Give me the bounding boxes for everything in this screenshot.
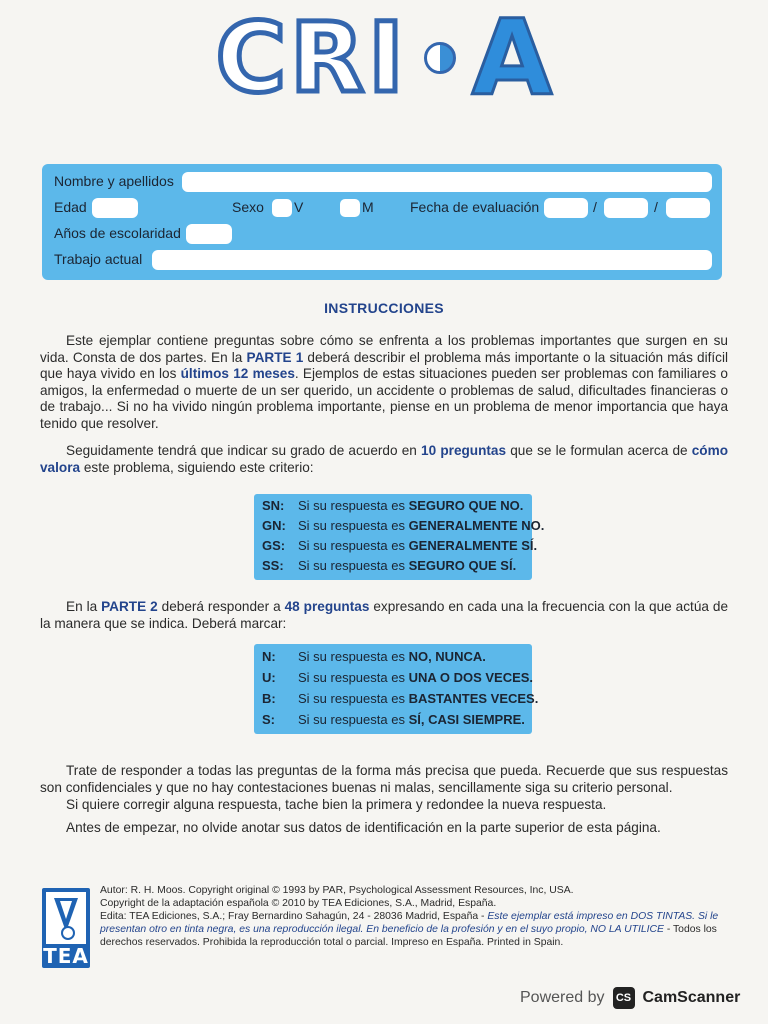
- p3-48questions: 48 preguntas: [284, 599, 370, 614]
- p3-text-a: En la: [66, 599, 102, 614]
- age-field[interactable]: [92, 198, 138, 218]
- name-row: [42, 170, 722, 194]
- criteria-prefix: Si su respuesta es: [298, 558, 409, 573]
- p1-part1: PARTE 1: [246, 349, 304, 365]
- p3-text-e: expresando en cada una la frecuencia con la que actúa de la manera que se indica. Deberá marcar:: [40, 599, 729, 631]
- criteria-answer: UNA O DOS VECES.: [408, 670, 534, 685]
- date-separator: /: [593, 199, 597, 215]
- sex-v-label: V: [294, 199, 304, 215]
- p2-como-valora: cómo valora: [40, 443, 729, 475]
- criteria-prefix: Si su respuesta es: [298, 498, 409, 513]
- job-field[interactable]: [152, 250, 712, 270]
- p3-text-c: deberá responder a: [157, 599, 285, 614]
- credits-rights: - Todos los derechos reservados. Prohibida la reproducción total o parcial. Impreso en España. Printed in Spain.: [100, 924, 717, 948]
- criteria-code: SN:: [262, 498, 285, 513]
- criteria-answer: GENERALMENTE SÍ.: [408, 538, 538, 553]
- criteria-text: [298, 498, 523, 513]
- criteria-text: [298, 649, 486, 664]
- criteria-prefix: Si su respuesta es: [298, 538, 409, 553]
- criteria-code: GS:: [262, 538, 286, 553]
- criteria-text: [298, 691, 538, 706]
- sex-label: Sexo: [232, 199, 264, 215]
- title-cri: CRI: [215, 2, 408, 114]
- criteria-answer: BASTANTES VECES.: [408, 691, 539, 706]
- p1-text-c: deberá describir el problema más importante o la situación más difícil que haya vivido en los: [40, 349, 729, 382]
- criteria-answer: SEGURO QUE NO.: [408, 498, 524, 513]
- p2-text-c: que se le formulan acerca de: [506, 443, 692, 458]
- tea-logo-text: TEA: [43, 944, 89, 968]
- criteria-part2-box: [254, 644, 539, 734]
- title-a: A: [471, 0, 553, 119]
- criteria-text: [298, 538, 537, 553]
- criteria-part1-box: [254, 494, 545, 580]
- criteria-answer: GENERALMENTE NO.: [408, 518, 545, 533]
- powered-by-text: Powered by: [520, 989, 605, 1006]
- criteria-code: SS:: [262, 558, 284, 573]
- tea-triangle-inner: [60, 901, 72, 919]
- criteria-answer: SEGURO QUE SÍ.: [408, 558, 517, 573]
- eval-month-field[interactable]: [604, 198, 648, 218]
- footer: [42, 884, 742, 974]
- instructions-heading: INSTRUCCIONES: [324, 300, 444, 316]
- credits: [100, 884, 740, 949]
- credits-publisher-text: Edita: TEA Ediciones, S.A.; Fray Bernardino Sahagún, 24 - 28036 Madrid, España -: [100, 911, 488, 922]
- criteria-text: [298, 518, 544, 533]
- p3-part2: PARTE 2: [101, 599, 158, 614]
- age-sex-date-row: [42, 196, 722, 220]
- criteria-prefix: Si su respuesta es: [298, 691, 409, 706]
- criteria-prefix: Si su respuesta es: [298, 518, 409, 533]
- p2-text-e: este problema, siguiendo este criterio:: [80, 459, 314, 475]
- tea-circle-icon: [61, 926, 75, 940]
- credits-warning: Este ejemplar está impreso en DOS TINTAS. Si le presentan otro en tinta negra, es una reproducción ilegal. En beneficio de la profesión y en el suyo propio, NO LA UTILICE: [100, 911, 719, 935]
- schooling-label: Años de escolaridad: [54, 225, 181, 241]
- camscanner-watermark: [520, 984, 740, 1012]
- job-row: [42, 248, 722, 272]
- eval-year-field[interactable]: [666, 198, 710, 218]
- criteria-text: [298, 712, 525, 727]
- criteria-code: GN:: [262, 518, 286, 533]
- criteria-text: [298, 670, 533, 685]
- p2-text-a: Seguidamente tendrá que indicar su grado de acuerdo en: [66, 443, 422, 458]
- name-field[interactable]: [182, 172, 712, 192]
- tea-logo-emblem: [46, 892, 86, 944]
- sex-m-label: M: [362, 199, 374, 215]
- identification-form: [42, 164, 722, 280]
- criteria-answer: SÍ, CASI SIEMPRE.: [408, 712, 525, 727]
- eval-date-label: Fecha de evaluación: [410, 199, 540, 215]
- tea-logo: [42, 888, 90, 968]
- instructions-paragraph-1: [40, 333, 728, 433]
- age-label: Edad: [54, 199, 87, 215]
- criteria-prefix: Si su respuesta es: [298, 712, 409, 727]
- p1-text-e: . Ejemplos de estas situaciones pueden ser problemas con familiares o amigos, la enfermedad o muerte de un ser querido, un accidente o problemas de salud, dificultades financieras o de trabajo... Si no ha vivido ningún problema importante, piense en un problema de menor importancia que haya tenido que resolver.: [40, 366, 728, 431]
- credits-author: Autor: R. H. Moos. Copyright original © 1993 by PAR, Psychological Assessment Resources, Inc, USA.: [100, 885, 574, 896]
- p1-text-a: Este ejemplar contiene preguntas sobre cómo se enfrenta a los problemas importantes que surgen en su vida. Consta de dos partes. En la: [40, 333, 728, 365]
- criteria-text: [298, 558, 516, 573]
- camscanner-brand: CamScanner: [642, 989, 741, 1006]
- schooling-row: [42, 222, 722, 246]
- title-dot-icon: [424, 42, 456, 74]
- name-label: Nombre y apellidos: [54, 173, 174, 189]
- credits-publisher: [100, 910, 740, 949]
- p1-last12months: últimos 12 meses: [180, 366, 295, 382]
- camscanner-logo-icon: CS: [613, 987, 635, 1009]
- date-separator: /: [654, 199, 658, 215]
- criteria-code: U:: [262, 670, 276, 685]
- criteria-code: B:: [262, 691, 276, 706]
- sex-v-checkbox[interactable]: [272, 199, 292, 217]
- instructions-paragraph-4: Trate de responder a todas las preguntas de la forma más precisa que pueda. Recuerde que sus respuestas son confidenciales y que no hay contestaciones buenas ni malas, sencillamente siga su criterio personal.: [40, 763, 728, 795]
- criteria-answer: NO, NUNCA.: [408, 649, 486, 664]
- title-logo: [0, 0, 768, 119]
- job-label: Trabajo actual: [54, 251, 143, 267]
- instructions-paragraph-2: [40, 443, 728, 476]
- p2-10questions: 10 preguntas: [421, 443, 507, 458]
- credits-copyright: Copyright de la adaptación española © 2010 by TEA Ediciones, S.A., Madrid, España.: [100, 898, 497, 909]
- sex-m-checkbox[interactable]: [340, 199, 360, 217]
- criteria-prefix: Si su respuesta es: [298, 649, 409, 664]
- instructions-paragraph-6: Antes de empezar, no olvide anotar sus datos de identificación en la parte superior de esta página.: [66, 820, 661, 835]
- instructions-paragraph-3: [40, 599, 728, 632]
- instructions-paragraph-5: Si quiere corregir alguna respuesta, tache bien la primera y redondee la nueva respuesta.: [66, 797, 607, 812]
- criteria-prefix: Si su respuesta es: [298, 670, 409, 685]
- eval-day-field[interactable]: [544, 198, 588, 218]
- schooling-field[interactable]: [186, 224, 232, 244]
- criteria-code: N:: [262, 649, 276, 664]
- criteria-code: S:: [262, 712, 275, 727]
